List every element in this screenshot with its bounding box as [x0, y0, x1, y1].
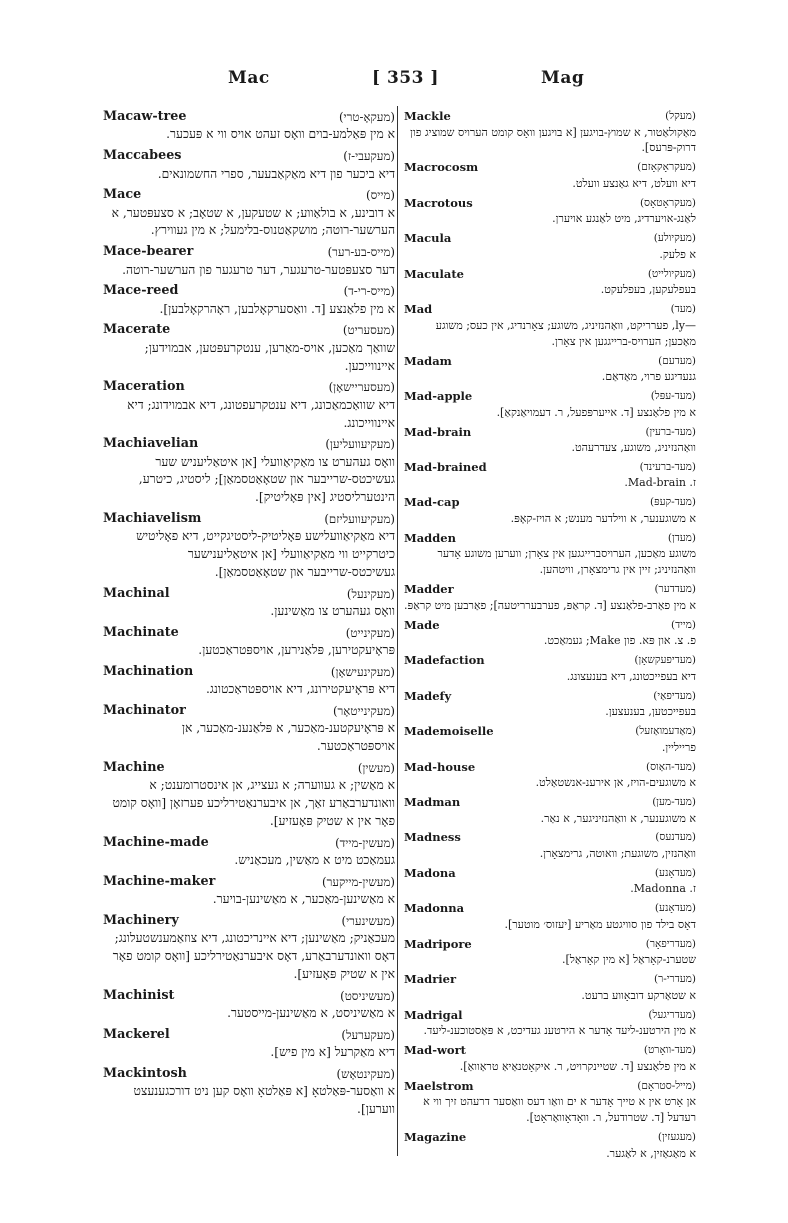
dictionary-entry [103, 378, 395, 432]
headword: Mace [103, 187, 142, 203]
headword: Madrigal [404, 1007, 463, 1022]
pronunciation: (מעקיולע) [653, 232, 696, 245]
definition: בעפלעקען, בעפלעקט. [600, 283, 696, 297]
entry-head-line [103, 243, 395, 261]
entry-head-line [103, 987, 395, 1005]
dictionary-entry [103, 510, 395, 582]
headword: Mad-cap [404, 495, 460, 510]
definition: דיא שוואַכמאַכונג, דיא ענטקרעפטונג, דיא אבמוידונג; דיא איינווייכונג. [127, 397, 395, 430]
definition: דיא ביכער פון דיא מאַקאַבעער, ספרי החשמונאים. [157, 166, 395, 181]
definition: משוגע מאַכען, הערויסברייגגען אין צאָרן; ווערען משוגע אָדער וואַהנזיניג; זיין אין גרימצאָרן, וויטהען. [437, 547, 696, 577]
dictionary-entry [404, 759, 696, 791]
dictionary-entry [103, 834, 395, 870]
dictionary-entry [103, 321, 395, 375]
entry-head-line [404, 723, 696, 740]
definition: דער סצעפּטער-טרעגער, דער טרעגער פון הערשער-רוטה. [122, 262, 395, 277]
pronunciation: (מעקאָ-טרי) [338, 110, 395, 124]
headword: Macerate [103, 322, 171, 338]
headword: Macaw-tree [103, 109, 187, 124]
definition: שוואַך מאַכען, אויס-מאַרען, ענטקרעפּטען, אבמוידען; איינווייכען. [144, 340, 395, 373]
definition: א מאַשין; א געווערה; א געצייג, אן אינסטרומענט; א וואונדערבאַרע זאַך, אן איבערנאַטירליכע פערזאָן [וואָס קומט פאָר אין א שטיק פּאָעזיע]. [112, 778, 395, 828]
entry-head-line [404, 865, 696, 882]
dictionary-entry [103, 435, 395, 507]
pronunciation: (מעדנעס) [655, 831, 696, 844]
headword: Madonna [404, 901, 465, 916]
headword: Machination [103, 663, 194, 679]
entry-head-line [103, 378, 395, 396]
entry-head-line [404, 652, 696, 669]
pronunciation: (מעקראָטאָס) [639, 196, 696, 209]
definition: א פּראָיעקטענ-מאַכער, א פּלאַנענ-מאַכער, אן אויספּטראַכטער. [181, 721, 395, 754]
definition: פ. צ. און פּא. פון Make; געמאַכט. [543, 634, 696, 648]
definition: א מין פּאַלמע-בוים וואָס זעהט אויס ווי א פּעכער. [166, 127, 395, 142]
definition: א משוגעים-הויז, אן אירענ-אנשטאַלט. [535, 776, 696, 790]
definition: פרייליין. [661, 740, 696, 754]
page-number: [ 353 ] [372, 68, 439, 88]
pronunciation: (מעדריפאָר) [645, 937, 696, 950]
definition: א מאַשינען-מאַכער, א מאַשינען-בויער. [212, 892, 395, 907]
definition: אן אָרט אין א טייך אָדער א ים וואַו דעס וואַסער דרעהט זיך ווי א רעדעל [ד. שטרודעל, ר. וואָדאָוואַראָט]. [423, 1095, 696, 1125]
definition: א מין פלאַנצע [ד. וואַסערקאָלבען, ראָהרקאָלבען]. [159, 301, 395, 316]
definition: דיא מאַקרעל [א מין פיש]. [270, 1045, 395, 1060]
headword: Machiavelism [103, 510, 202, 526]
definition: וואַהנזיניג, משוגע, צעדרעהט. [571, 441, 696, 455]
entry-head-line [103, 759, 395, 777]
dictionary-entry [103, 585, 395, 621]
headword: Madman [404, 795, 461, 810]
pronunciation: (מייל-סטראָם) [637, 1079, 696, 1092]
headword: Macrotous [404, 195, 473, 210]
column-divider [397, 106, 398, 1156]
definition: גנעדיגע פרוי, מאַדאַם. [601, 370, 696, 384]
entry-head-line [404, 108, 696, 125]
entry-head-line [103, 624, 395, 642]
definition: א מין פלאַנצע [ד. אייערפּפעל, ר. דעמויאַנקאַ]. [496, 405, 696, 419]
dictionary-entry [404, 581, 696, 613]
headword: Maculate [404, 266, 464, 281]
headword: Mad-house [404, 759, 476, 774]
headword: Machinist [103, 987, 175, 1003]
definition: וואָס געהערט צו מאַקיאַוועלי [אן איטאַליעניש שער געשיכטס-שרייבער און שטאָאַטסמאַן]; ליסטיג, כיטרע, הינטערליסטיג [אין פּאָליטיק]. [138, 454, 395, 505]
headword: Madefaction [404, 653, 485, 668]
entry-head-line [103, 435, 395, 453]
pronunciation: (מעקינעישאָן) [330, 664, 395, 679]
right-column [404, 108, 696, 1165]
entry-head-line [404, 936, 696, 953]
entry-head-line [404, 230, 696, 247]
pronunciation: (מעקיעוועליזם) [324, 511, 395, 526]
pronunciation: (מעדן) [667, 531, 696, 544]
entry-head-line [404, 1129, 696, 1146]
headword: Machinery [103, 912, 179, 928]
headword: Mackintosh [103, 1065, 187, 1081]
headword: Maccabees [103, 148, 182, 164]
definition: בעפייכטען, בענעצען. [605, 705, 696, 719]
running-head [0, 68, 788, 92]
pronunciation: (מעקינייט) [345, 625, 395, 640]
entry-head-line [404, 494, 696, 511]
entry-head-line [404, 829, 696, 846]
pronunciation: (מעקעבי-ז) [343, 149, 395, 164]
pronunciation: (מעקערעל) [341, 1027, 395, 1042]
dictionary-entry [404, 159, 696, 191]
dictionary-entry [103, 282, 395, 318]
definition: שטערנ-קאָראַל [א מין קאָראַל]. [561, 953, 696, 967]
entry-head-line [103, 108, 395, 126]
dictionary-entry [404, 1078, 696, 1126]
pronunciation: (מעגעזין) [657, 1131, 696, 1144]
entry-head-line [404, 581, 696, 598]
pronunciation: (מעשיניסט) [340, 988, 395, 1003]
entry-head-line [103, 873, 395, 891]
dictionary-entry [404, 459, 696, 491]
dictionary-entry [404, 865, 696, 897]
entry-head-line [404, 424, 696, 441]
pronunciation: (מעדיפאַי) [653, 689, 696, 702]
dictionary-entry [103, 702, 395, 756]
dictionary-entry [404, 617, 696, 649]
pronunciation: (מעד-מען) [652, 796, 696, 809]
pronunciation: (מעד-וואָרט) [643, 1044, 696, 1057]
headword: Machine-made [103, 834, 209, 850]
headword: Mad-apple [404, 389, 473, 404]
pronunciation: (מעד-האַוס) [646, 760, 696, 773]
dictionary-entry [404, 195, 696, 227]
headword: Madder [404, 582, 454, 597]
headword: Machiavelian [103, 436, 199, 452]
pronunciation: (מעסעריט) [342, 323, 395, 338]
dictionary-entry [404, 266, 696, 298]
dictionary-entry [404, 230, 696, 262]
definition: א מין פלאַנצע [ד. שטיינקרויט, ר. איקאָטנאַיאַ טראַוואַ]. [459, 1059, 696, 1073]
definition: א מין פאַרב-פלאַנצע [ד. קראַפּ, פערבערריטעה]; פאַרבען מיט קראַפּ. [404, 598, 696, 612]
entry-head-line [404, 1007, 696, 1024]
entry-head-line [404, 617, 696, 634]
pronunciation: (מעקיעוועליען) [325, 437, 395, 452]
definition: דיא וועלט, דיא גאַנצע וועלט. [572, 176, 696, 190]
headword: Mace-bearer [103, 244, 194, 260]
entry-head-line [404, 900, 696, 917]
dictionary-entry [404, 1007, 696, 1039]
definition: א מאַגאַזין, א לאַגער. [606, 1146, 696, 1160]
headword: Magazine [404, 1130, 467, 1145]
definition: דיא מאַקיאַוועלישע פּאָליטיק-ליסטיגקייט, דיא פאָליטיש כיטרקייט ווי מאַקיאַוועלי [אן איטאַליענישער געשיכטס-שרייבער און שטאָאַטסמאַן]. [136, 529, 395, 579]
headword: Mackerel [103, 1026, 170, 1042]
pronunciation: (מעד-ברעינד) [639, 460, 696, 473]
headword: Madona [404, 865, 456, 880]
headword: Made [404, 617, 440, 632]
entry-head-line [404, 794, 696, 811]
headword: Mackle [404, 109, 451, 123]
dictionary-entry [103, 873, 395, 909]
entry-head-line [404, 688, 696, 705]
headword: Macrocosm [404, 160, 479, 175]
pronunciation: (מעקראָקאָזם) [637, 161, 696, 174]
entry-head-line [103, 510, 395, 528]
headword: Macula [404, 231, 452, 246]
pronunciation: (מעדאָנע) [654, 902, 696, 915]
entry-head-line [404, 1042, 696, 1059]
dictionary-entry [404, 829, 696, 861]
entry-head-line [404, 266, 696, 283]
definition: דיא בעפייכטונג, דיא בענעצונג. [566, 669, 696, 683]
dictionary-entry [103, 147, 395, 183]
entry-head-line [404, 759, 696, 776]
pronunciation: (מעדריגעל) [648, 1008, 696, 1021]
running-head-left: Mac [228, 68, 270, 88]
definition: —ly, פערריקט, וואַהנזיניג, משוגע; צאָרנדיג, אין כעס; משוגע מאַכען; הערויס-ברייגגען אין צאָרן. [435, 318, 696, 348]
pronunciation: (מעסעריישאָן) [328, 380, 395, 395]
headword: Mace-reed [103, 283, 179, 299]
pronunciation: (מעשינערי) [341, 913, 395, 928]
headword: Madripore [404, 936, 472, 951]
dictionary-entry [404, 652, 696, 684]
entry-head-line [103, 834, 395, 852]
headword: Machinate [103, 624, 179, 640]
dictionary-entry [404, 301, 696, 349]
headword: Mad-brained [404, 459, 487, 474]
headword: Machine [103, 759, 165, 775]
pronunciation: (מעדיפעקשאָן) [634, 654, 696, 667]
entry-head-line [103, 1065, 395, 1083]
entry-head-line [103, 282, 395, 300]
dictionary-entry [404, 494, 696, 526]
definition: א שטאַרקע דובאָווע ברעט. [581, 988, 696, 1002]
definition: ז. Madonna. [630, 882, 696, 896]
headword: Madness [404, 830, 461, 845]
headword: Machine-maker [103, 873, 216, 889]
pronunciation: (מאַדעמואַזעל) [635, 725, 696, 738]
headword: Machinal [103, 585, 170, 601]
pronunciation: (מעד-ברעין) [645, 425, 696, 438]
dictionary-entry [103, 1026, 395, 1062]
pronunciation: (מעד) [670, 303, 696, 316]
pronunciation: (מעד-קעפּ) [649, 496, 696, 509]
entry-head-line [404, 530, 696, 547]
pronunciation: (מעדאָנע) [654, 866, 696, 879]
pronunciation: (מעשין-מייקער) [322, 874, 395, 889]
pronunciation: (מעדרי-ר) [653, 973, 696, 986]
headword: Maelstrom [404, 1078, 474, 1093]
dictionary-entry [103, 912, 395, 984]
headword: Maceration [103, 379, 185, 395]
entry-head-line [103, 321, 395, 339]
pronunciation: (מייס-בע-רער) [327, 245, 395, 260]
entry-head-line [103, 912, 395, 930]
entry-head-line [404, 971, 696, 988]
dictionary-entry [103, 243, 395, 279]
pronunciation: (מעדעם) [658, 354, 696, 367]
dictionary-entry [404, 688, 696, 720]
pronunciation: (מעדדער) [654, 583, 696, 596]
dictionary-entry [404, 388, 696, 420]
definition: דאָס בילד פון סוויגטע מאַריע [יעזוס׳ מוטער]. [504, 917, 696, 931]
pronunciation: (מעקינייטאָר) [332, 704, 395, 719]
pronunciation: (מעד-עפּל) [650, 390, 696, 403]
definition: א מאַשיניסט, א מאַשינען-מייסטער. [227, 1005, 395, 1020]
definition: וואַהנזין, משוגעת; וואוטה, גרימצאָרן. [539, 846, 696, 860]
headword: Madam [404, 353, 452, 368]
dictionary-entry [103, 1065, 395, 1119]
pronunciation: (מעקל) [665, 110, 696, 122]
definition: א וואַסער-פּאַלטאָ [א פּאַלטאָ וואָס קען ניט דורכגענעצט ווערען]. [133, 1084, 395, 1116]
definition: מאַקולאַטור, א שמוץ-בויגען [א בויגען וואָס קומט הערויס שמוציג פון דרוק-פּרעס]. [410, 125, 696, 155]
entry-head-line [404, 388, 696, 405]
entry-head-line [103, 702, 395, 720]
pronunciation: (מעקינטאָש) [336, 1066, 395, 1081]
definition: א משוגענער, א ווילדער מענש; א הויז-קאָפּ. [510, 511, 696, 525]
entry-head-line [103, 663, 395, 681]
entry-head-line [404, 353, 696, 370]
dictionary-entry [103, 186, 395, 240]
dictionary-entry [404, 900, 696, 932]
pronunciation: (מעקינעל) [346, 586, 395, 601]
headword: Machinator [103, 703, 186, 719]
definition: לאַנג-אויערדיג, מיט לאַנגע אויערן. [552, 212, 696, 226]
definition: געמאַכט מיט א מאַשין, מעכאַניש. [234, 853, 395, 867]
dictionary-entry [103, 624, 395, 660]
entry-head-line [404, 459, 696, 476]
dictionary-entry [103, 663, 395, 699]
entry-head-line [103, 186, 395, 204]
dictionary-entry [103, 108, 395, 144]
dictionary-entry [404, 108, 696, 156]
dictionary-entry [404, 723, 696, 755]
dictionary-entry [103, 987, 395, 1023]
headword: Mad [404, 302, 433, 317]
headword: Madefy [404, 688, 452, 703]
pronunciation: (מעקיולייט) [647, 267, 696, 280]
definition: א פלעק. [659, 247, 696, 261]
entry-head-line [103, 147, 395, 165]
definition: פּראָיעקטירען, פּלאַנירען, אויספּטראַכטען. [198, 643, 395, 658]
dictionary-entry [404, 936, 696, 968]
definition: וואָס געהערט צו מאַשינען. [270, 604, 395, 618]
pronunciation: (מייס) [366, 188, 395, 203]
headword: Mad-brain [404, 424, 472, 439]
definition: א משוגענער, א וואַהנזיניגער, א נאַר. [540, 811, 696, 825]
headword: Mad-wort [404, 1043, 466, 1058]
entry-head-line [404, 195, 696, 212]
definition: א דובינע, א בולאַווע; א שטעקען, א שטאָב; א סצעפּטער, א הערשער-רוטה; מושקאַטנוס-בלימעל; א מין געווירץ. [111, 205, 395, 238]
definition: מעכאַניק; מאַשינען; דיא איינריכטונג, דיא צוזאַמענשטעלונג; דאָס וואונדערבאַרע, דאָס איבערנאַטירליכע [וואָס קומט פאָר אין א שטיק פּאָעזיע]. [112, 931, 395, 981]
headword: Mademoiselle [404, 724, 494, 739]
dictionary-entry [404, 1129, 696, 1161]
entry-head-line [404, 1078, 696, 1095]
pronunciation: (מעשין-מייד) [335, 835, 395, 850]
dictionary-entry [404, 530, 696, 578]
left-column [103, 108, 395, 1122]
dictionary-entry [103, 759, 395, 831]
definition: דיא פּראָיעקטירונג, דיא אויספּטראַכטונג. [205, 682, 395, 697]
entry-head-line [404, 159, 696, 176]
pronunciation: (מייס-רי-ד) [343, 284, 395, 299]
dictionary-entry [404, 424, 696, 456]
definition: א מין הירטענ-ליעד אָדער א הירטענ געדיכט, א פּאַסטוכענ-ליעד. [423, 1024, 696, 1038]
dictionary-entry [404, 971, 696, 1003]
pronunciation: (מייד) [671, 618, 696, 631]
headword: Madden [404, 530, 456, 545]
dictionary-entry [404, 1042, 696, 1074]
dictionary-entry [404, 794, 696, 826]
definition: ז. Mad-brain. [624, 476, 696, 490]
entry-head-line [103, 1026, 395, 1044]
headword: Madrier [404, 972, 457, 987]
entry-head-line [404, 301, 696, 318]
dictionary-entry [404, 353, 696, 385]
pronunciation: (מעשין) [357, 760, 395, 775]
running-head-right: Mag [541, 68, 585, 88]
entry-head-line [103, 585, 395, 603]
